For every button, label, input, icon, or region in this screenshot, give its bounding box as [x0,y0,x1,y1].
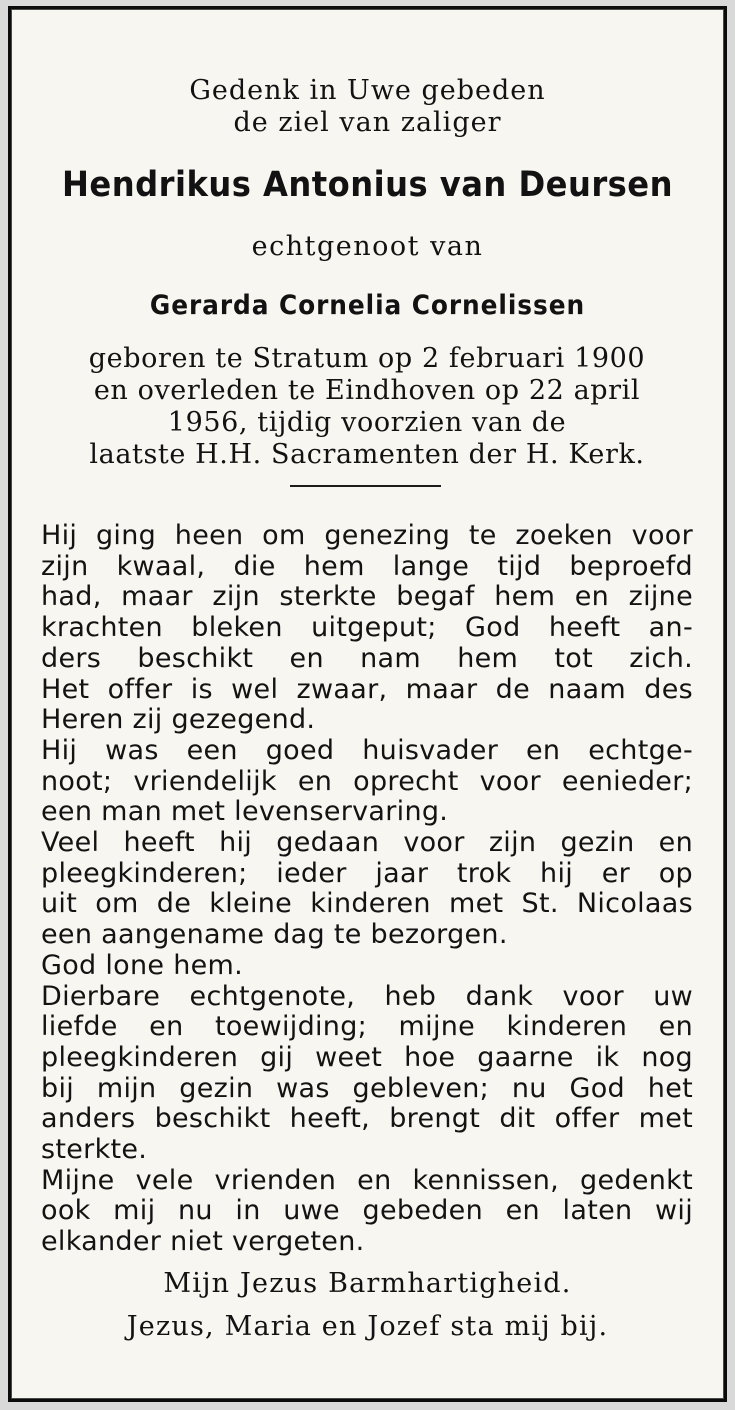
spouse-label: echtgenoot van [251,231,484,262]
dates-line-4: laatste H.H. Sacramenten der H. Kerk. [89,439,645,470]
body-line: Mijne vele vrienden en kennissen, gedenkt [41,1164,693,1196]
deceased-name: Hendrikus Antonius van Deursen [62,165,673,205]
dates-line-1: geboren te Stratum op 2 februari 1900 [88,343,646,374]
body-line: Dierbare echtgenote, heb dank voor uw [41,980,693,1012]
body-line: had, maar zijn sterkte begaf hem en zijne [41,581,693,613]
closing-prayer-2: Jezus, Maria en Jozef sta mij bij. [126,1311,609,1342]
body-line: Hij was een goed huisvader en echtge- [41,734,693,766]
body-line: krachten bleken uitgeput; God heeft an- [41,612,693,644]
card-content [11,9,724,1399]
body-line: Veel heeft hij gedaan voor zijn gezin en [41,827,693,859]
body-line: een man met levenservaring. [41,796,449,828]
body-line: elkander niet vergeten. [41,1226,365,1258]
dates-line-2: en overleden te Eindhoven op 22 april [93,375,641,406]
divider-rule [290,485,441,487]
body-line: uit om de kleine kinderen met St. Nicolaas [41,888,693,920]
body-line: God lone hem. [41,949,243,981]
closing-prayer-1: Mijn Jezus Barmhartigheid. [163,1268,572,1299]
body-line: noot; vriendelijk en oprecht voor eenieder; [41,765,693,797]
intro-line-1: Gedenk in Uwe gebeden [189,75,546,106]
body-line: een aangename dag te bezorgen. [41,919,508,951]
body-text [41,521,693,1258]
body-line: Heren zij gezegend. [41,704,316,736]
body-line: Het offer is wel zwaar, maar de naam des [41,673,693,705]
body-line: sterkte. [41,1134,148,1166]
body-line: Hij ging heen om genezing te zoeken voor [41,520,693,551]
memorial-card [8,6,727,1402]
spouse-name: Gerarda Cornelia Cornelissen [149,290,586,321]
intro-text [11,75,724,139]
dates-line-3: 1956, tijdig voorzien van de [167,407,567,438]
body-line: zijn kwaal, die hem lange tijd beproefd [41,550,693,582]
body-line: ders beschikt en nam hem tot zich. [41,642,693,674]
body-line: pleegkinderen gij weet hoe gaarne ik nog [41,1041,693,1073]
body-line: liefde en toewijding; mijne kinderen en [41,1011,693,1043]
intro-line-2: de ziel van zaliger [233,107,502,138]
body-line: pleegkinderen; ieder jaar trok hij er op [41,857,693,889]
body-line: anders beschikt heeft, brengt dit offer met [41,1103,693,1135]
life-dates [37,343,697,471]
body-line: ook mij nu in uwe gebeden en laten wij [41,1195,693,1227]
body-line: bij mijn gezin was gebleven; nu God het [41,1072,693,1104]
